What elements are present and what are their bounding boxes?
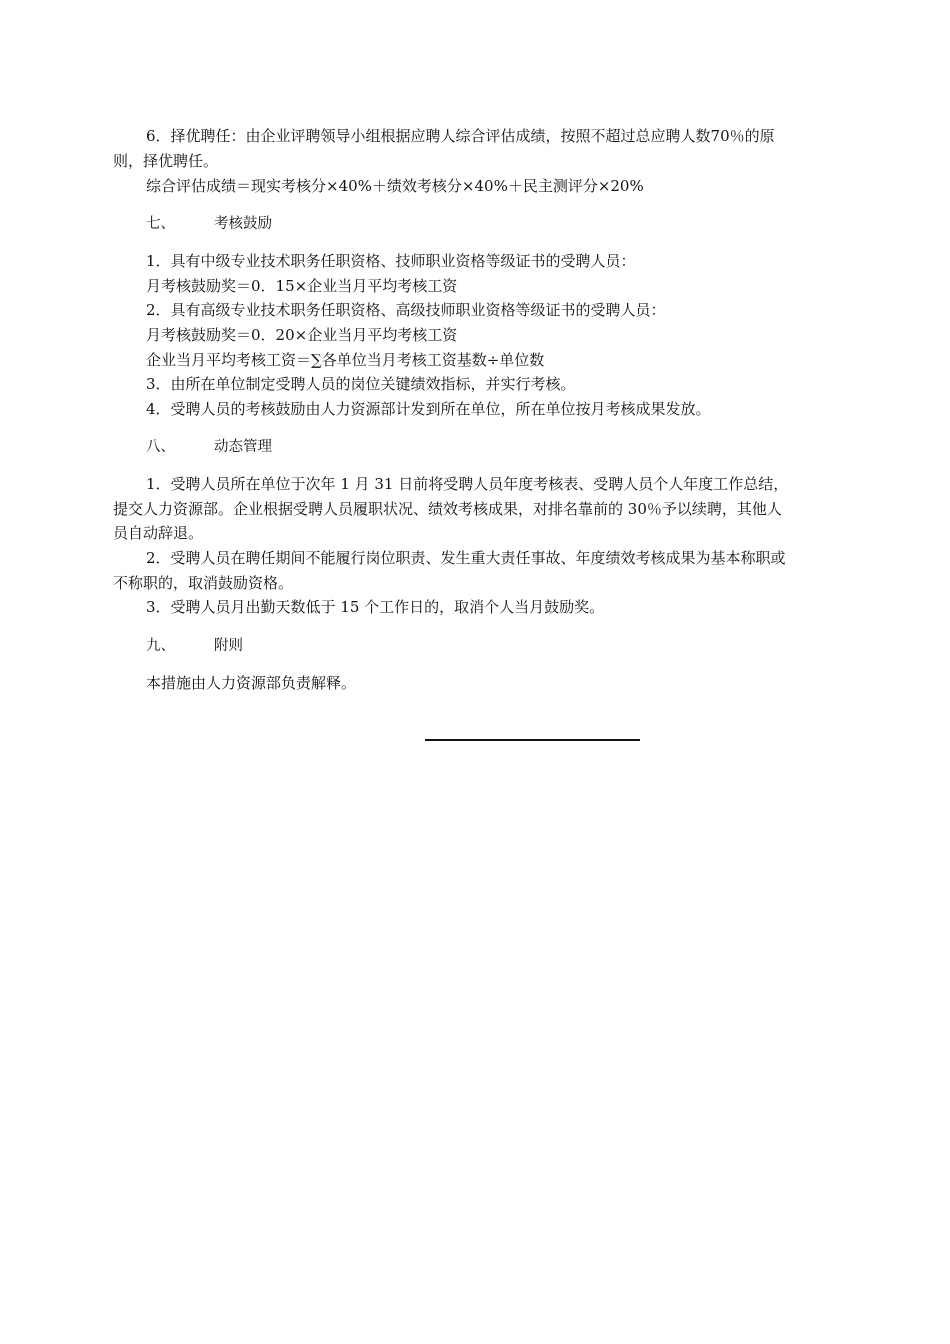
section7-line: 月考核鼓励奖＝0．15×企业当月平均考核工资	[146, 277, 458, 295]
score-formula: 综合评估成绩＝现实考核分×40%＋绩效考核分×40%＋民主测评分×20%	[146, 177, 644, 195]
section8-title: 动态管理	[214, 439, 272, 455]
section7-line: 4．受聘人员的考核鼓励由人力资源部计发到所在单位，所在单位按月考核成果发放。	[146, 400, 711, 418]
section8-line: 提交人力资源部。企业根据受聘人员履职状况、绩效考核成果，对排名靠前的 30％予以续聘，其他人	[113, 500, 782, 518]
section9-line: 本措施由人力资源部负责解释。	[146, 674, 357, 692]
section9-title: 附则	[214, 638, 243, 654]
section8-heading	[146, 437, 272, 457]
section7-line: 3．由所在单位制定受聘人员的岗位关键绩效指标，并实行考核。	[146, 375, 576, 393]
section7-heading	[146, 214, 272, 234]
section8-line: 1．受聘人员所在单位于次年 1 月 31 日前将受聘人员年度考核表、受聘人员个人年度工作总结，	[146, 475, 789, 493]
item6-line2: 则，择优聘任。	[113, 152, 219, 170]
section7-title: 考核鼓励	[214, 216, 272, 232]
section7-line: 1．具有中级专业技术职务任职资格、技师职业资格等级证书的受聘人员：	[146, 252, 636, 270]
section8-number: 八、	[146, 439, 175, 455]
section7-line: 月考核鼓励奖＝0．20×企业当月平均考核工资	[146, 326, 458, 344]
section9-heading	[146, 636, 243, 656]
section9-number: 九、	[146, 638, 175, 654]
section8-line: 员自动辞退。	[113, 524, 204, 542]
section7-line: 企业当月平均考核工资＝∑各单位当月考核工资基数÷单位数	[146, 351, 545, 369]
section7-line: 2．具有高级专业技术职务任职资格、高级技师职业资格等级证书的受聘人员：	[146, 301, 666, 319]
item6-line1: 6．择优聘任：由企业评聘领导小组根据应聘人综合评估成绩，按照不超过总应聘人数70％的原	[146, 127, 775, 145]
section8-line: 不称职的，取消鼓励资格。	[113, 574, 294, 592]
section8-line: 2．受聘人员在聘任期间不能履行岗位职责、发生重大责任事故、年度绩效考核成果为基本称职或	[146, 549, 786, 567]
end-divider	[425, 739, 640, 741]
section8-line: 3．受聘人员月出勤天数低于 15 个工作日的，取消个人当月鼓励奖。	[146, 598, 605, 616]
section7-number: 七、	[146, 216, 175, 232]
